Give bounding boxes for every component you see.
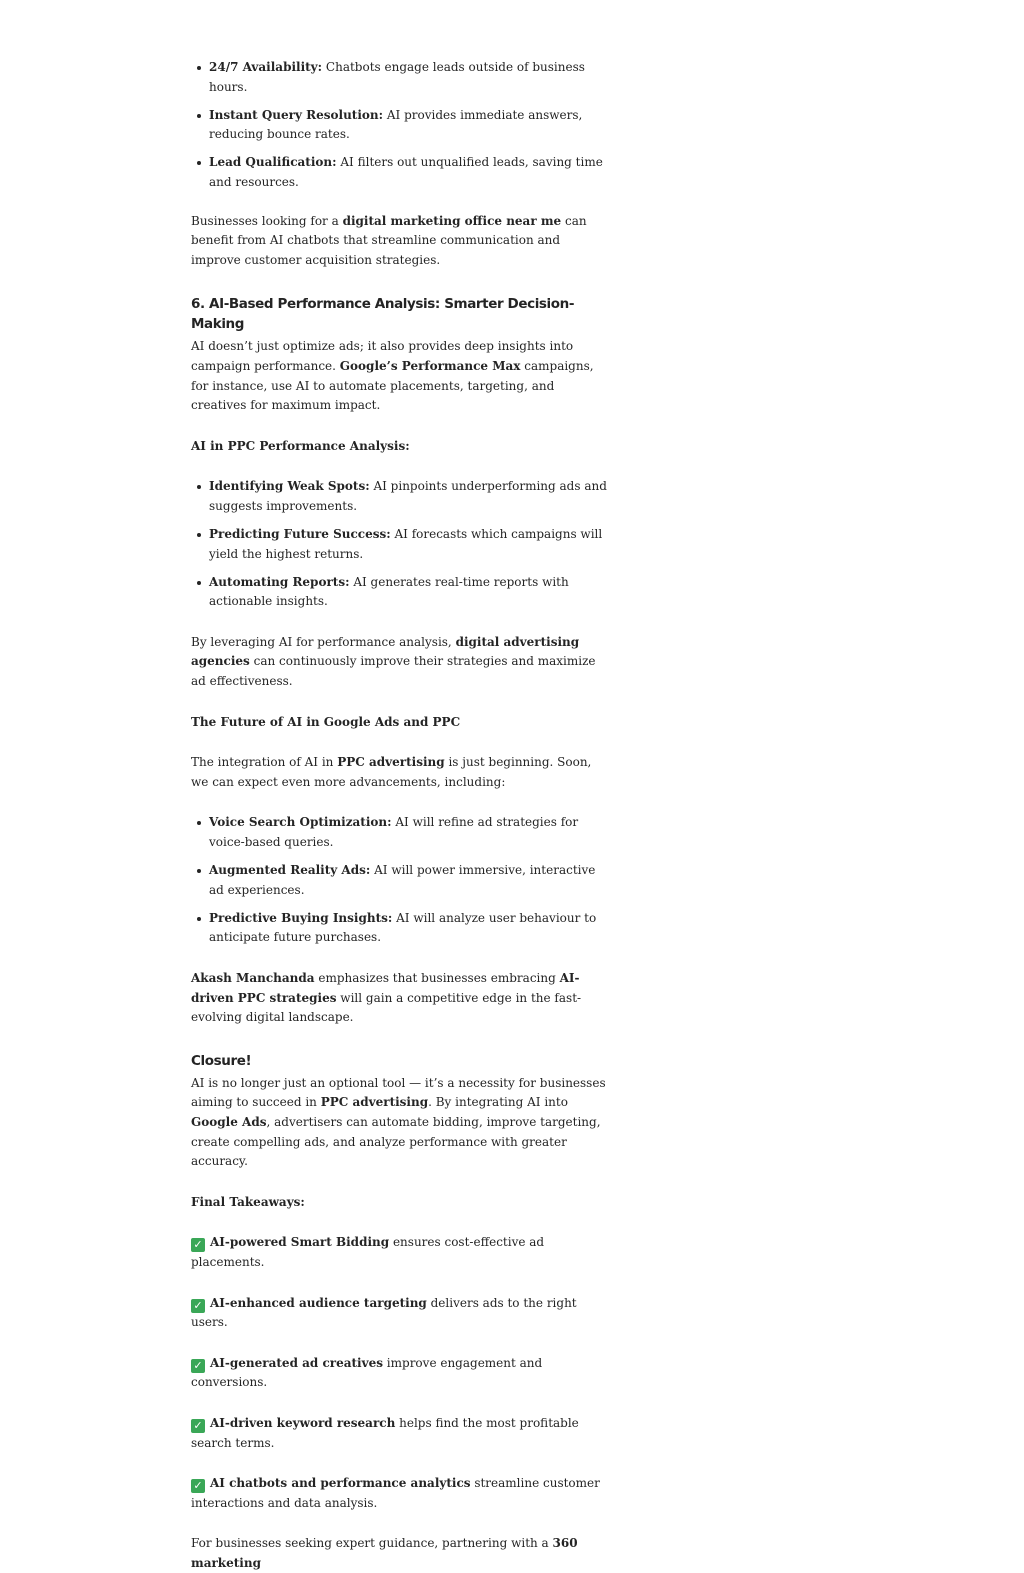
- check-mark-icon: ✓: [191, 1479, 205, 1493]
- paragraph: AI doesn’t just optimize ads; it also provides deep insights into campaign performance. Google’s Performance Max campaigns, for instance, use AI to automate placements, targeting, and creatives for maximum impact.: [191, 339, 594, 413]
- closure-heading: Closure!: [191, 1052, 252, 1069]
- subheading: The Future of AI in Google Ads and PPC: [191, 714, 461, 729]
- takeaway-item: ✓ AI-driven keyword research helps find the most profitable search terms.: [191, 1415, 579, 1450]
- check-mark-icon: ✓: [191, 1359, 205, 1373]
- check-mark-icon: ✓: [191, 1238, 205, 1252]
- article-body: [191, 58, 611, 1573]
- takeaway-item: ✓ AI-enhanced audience targeting delivers ads to the right users.: [191, 1295, 577, 1330]
- subheading: AI in PPC Performance Analysis:: [191, 438, 410, 453]
- list-item: Augmented Reality Ads: AI will power immersive, interactive ad experiences.: [209, 861, 611, 900]
- paragraph: The integration of AI in PPC advertising is just beginning. Soon, we can expect even more advancements, including:: [191, 755, 592, 789]
- paragraph: AI is no longer just an optional tool — it’s a necessity for businesses aiming to succeed in PPC advertising. By integrating AI into Google Ads, advertisers can automate bidding, improve targeting, create compelling ads, and analyze performance with greater accuracy.: [191, 1075, 606, 1169]
- list-item: Identifying Weak Spots: AI pinpoints underperforming ads and suggests improvements.: [209, 477, 611, 516]
- paragraph: Akash Manchanda emphasizes that businesses embracing AI-driven PPC strategies will gain a competitive edge in the fast-evolving digital landscape.: [191, 971, 582, 1025]
- paragraph: By leveraging AI for performance analysis, digital advertising agencies can continuously improve their strategies and maximize ad effectiveness.: [191, 634, 596, 689]
- section-heading: 6. AI-Based Performance Analysis: Smarter Decision-Making: [191, 296, 575, 333]
- list-item: Voice Search Optimization: AI will refine ad strategies for voice-based queries.: [209, 813, 611, 852]
- list-item: Automating Reports: AI generates real-time reports with actionable insights.: [209, 573, 611, 612]
- check-mark-icon: ✓: [191, 1419, 205, 1433]
- list-item: Predicting Future Success: AI forecasts which campaigns will yield the highest returns.: [209, 525, 611, 564]
- takeaway-item: ✓ AI-powered Smart Bidding ensures cost-effective ad placements.: [191, 1235, 545, 1269]
- future-advancements-list: [191, 813, 611, 948]
- takeaway-item: ✓ AI-generated ad creatives improve engagement and conversions.: [191, 1355, 543, 1390]
- subheading: Final Takeaways:: [191, 1194, 305, 1209]
- paragraph: For businesses seeking expert guidance, partnering with a 360 marketing: [191, 1536, 578, 1570]
- list-item: Predictive Buying Insights: AI will analyze user behaviour to anticipate future purchases.: [209, 909, 611, 948]
- availability-benefits-list: [191, 58, 611, 193]
- list-item: 24/7 Availability: Chatbots engage leads outside of business hours.: [209, 58, 611, 97]
- ppc-analysis-list: [191, 477, 611, 612]
- list-item: Lead Qualification: AI filters out unqualified leads, saving time and resources.: [209, 153, 611, 192]
- check-mark-icon: ✓: [191, 1299, 205, 1313]
- list-item: Instant Query Resolution: AI provides immediate answers, reducing bounce rates.: [209, 106, 611, 145]
- takeaway-item: ✓ AI chatbots and performance analytics streamline customer interactions and data analysis.: [191, 1476, 600, 1510]
- paragraph: Businesses looking for a digital marketing office near me can benefit from AI chatbots that streamline communication and improve customer acquisition strategies.: [191, 213, 587, 267]
